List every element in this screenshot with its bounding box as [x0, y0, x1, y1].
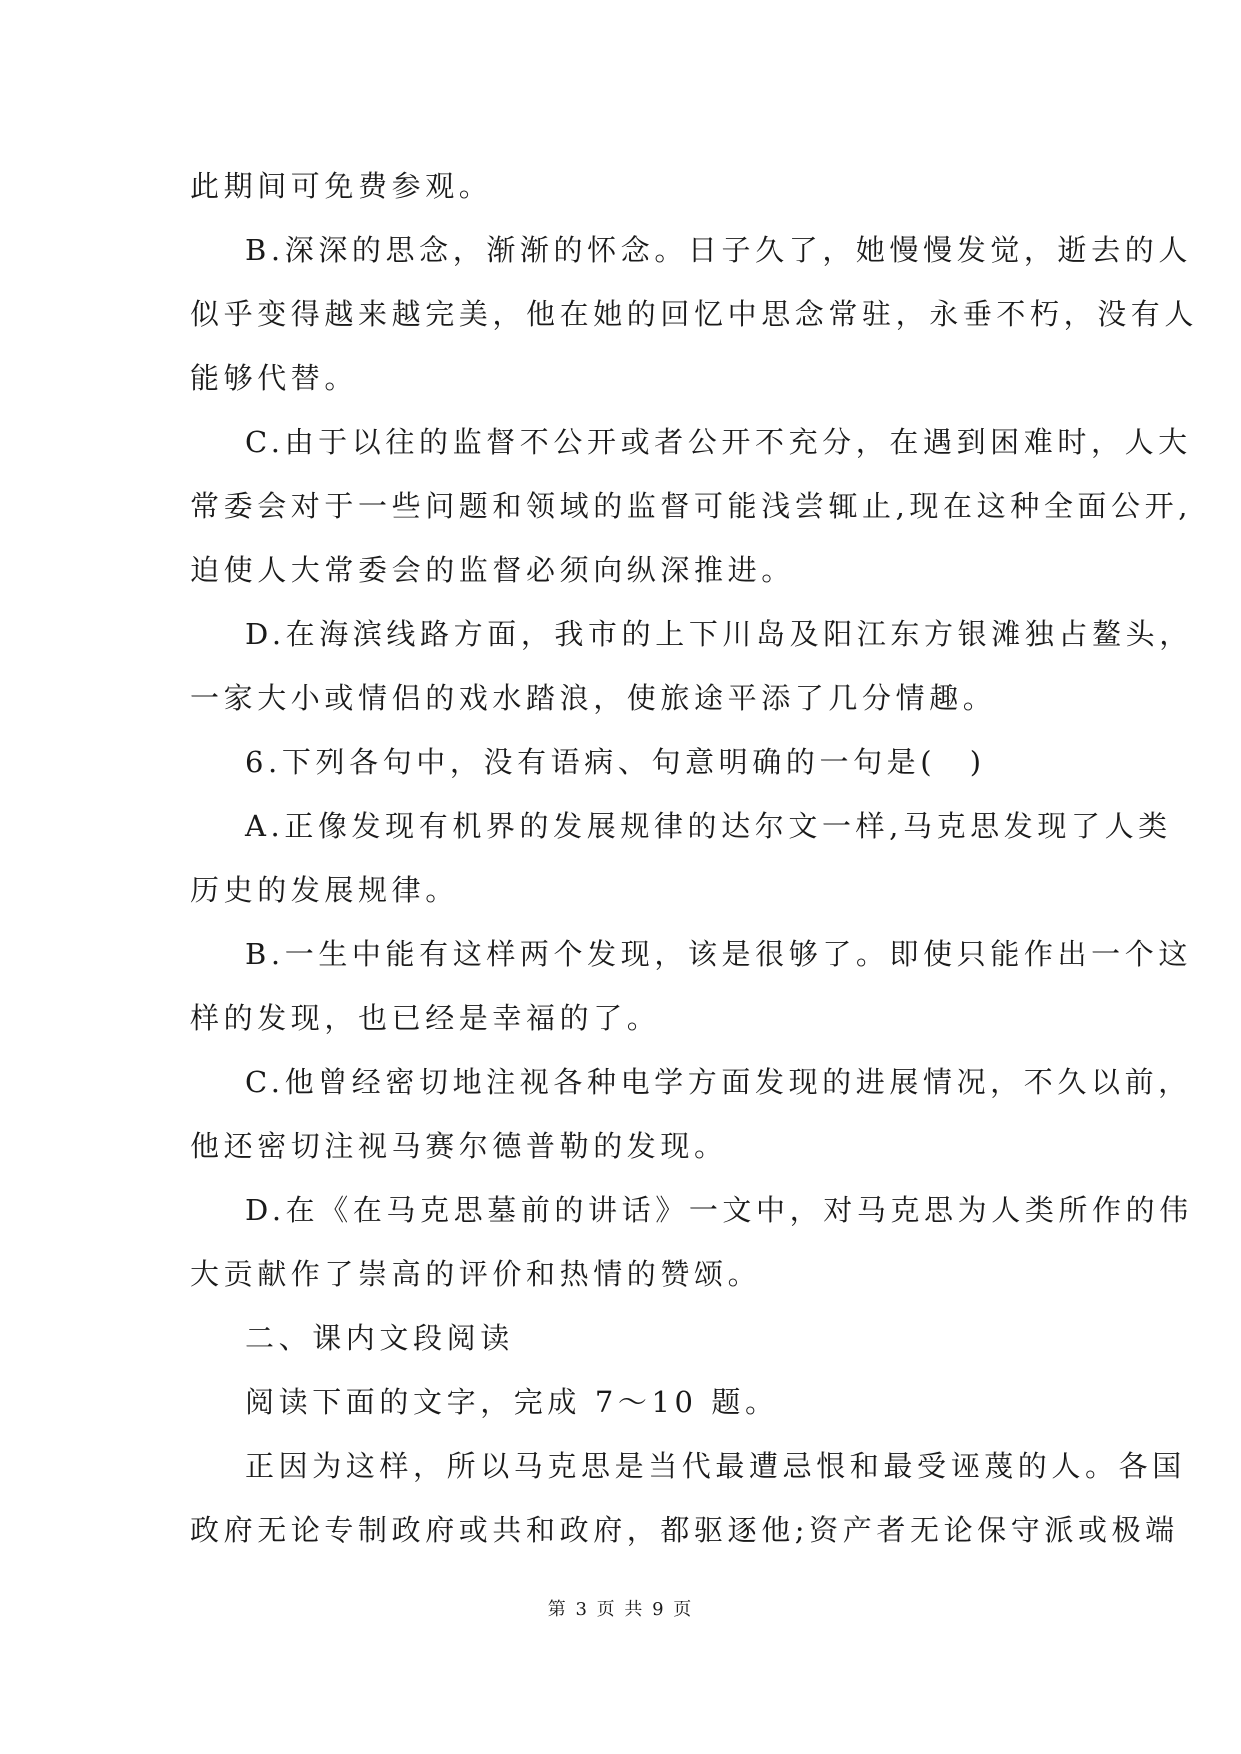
option-a-line: A.正像发现有机界的发展规律的达尔文一样,马克思发现了人类: [245, 809, 1172, 843]
option-b-line: B.深深的思念，渐渐的怀念。日子久了，她慢慢发觉，逝去的人: [245, 233, 1192, 267]
option-d-line: D.在海滨线路方面，我市的上下川岛及阳江东方银滩独占鳌头，: [245, 617, 1193, 651]
text-line: 一家大小或情侣的戏水踏浪，使旅途平添了几分情趣。: [190, 681, 997, 715]
reading-instruction: 阅读下面的文字，完成 7～10 题。: [245, 1385, 779, 1419]
passage-line: 正因为这样，所以马克思是当代最遭忌恨和最受诬蔑的人。各国: [245, 1449, 1186, 1483]
text-line: 迫使人大常委会的监督必须向纵深推进。: [190, 553, 795, 587]
text-line: 此期间可免费参观。: [190, 169, 493, 203]
section-heading: 二、课内文段阅读: [245, 1321, 514, 1355]
question-6: 6.下列各句中，没有语病、句意明确的一句是( ): [245, 745, 986, 779]
option-d-line: D.在《在马克思墓前的讲话》一文中，对马克思为人类所作的伟: [245, 1193, 1193, 1227]
option-b-line: B.一生中能有这样两个发现，该是很够了。即使只能作出一个这: [245, 937, 1192, 971]
text-line: 历史的发展规律。: [190, 873, 459, 907]
text-line: 似乎变得越来越完美，他在她的回忆中思念常驻，永垂不朽，没有人: [190, 297, 1199, 331]
option-c-line: C.他曾经密切地注视各种电学方面发现的进展情况，不久以前，: [245, 1065, 1192, 1099]
option-c-line: C.由于以往的监督不公开或者公开不充分，在遇到困难时，人大: [245, 425, 1192, 459]
text-line: 常委会对于一些问题和领域的监督可能浅尝辄止,现在这种全面公开,: [190, 489, 1193, 523]
passage-line: 政府无论专制政府或共和政府，都驱逐他;资产者无论保守派或极端: [190, 1513, 1179, 1547]
text-line: 样的发现，也已经是幸福的了。: [190, 1001, 661, 1035]
text-line: 大贡献作了崇高的评价和热情的赞颂。: [190, 1257, 762, 1291]
text-line: 他还密切注视马赛尔德普勒的发现。: [190, 1129, 728, 1163]
text-line: 能够代替。: [190, 361, 359, 395]
page-number-footer: 第 3 页 共 9 页: [547, 1599, 694, 1620]
